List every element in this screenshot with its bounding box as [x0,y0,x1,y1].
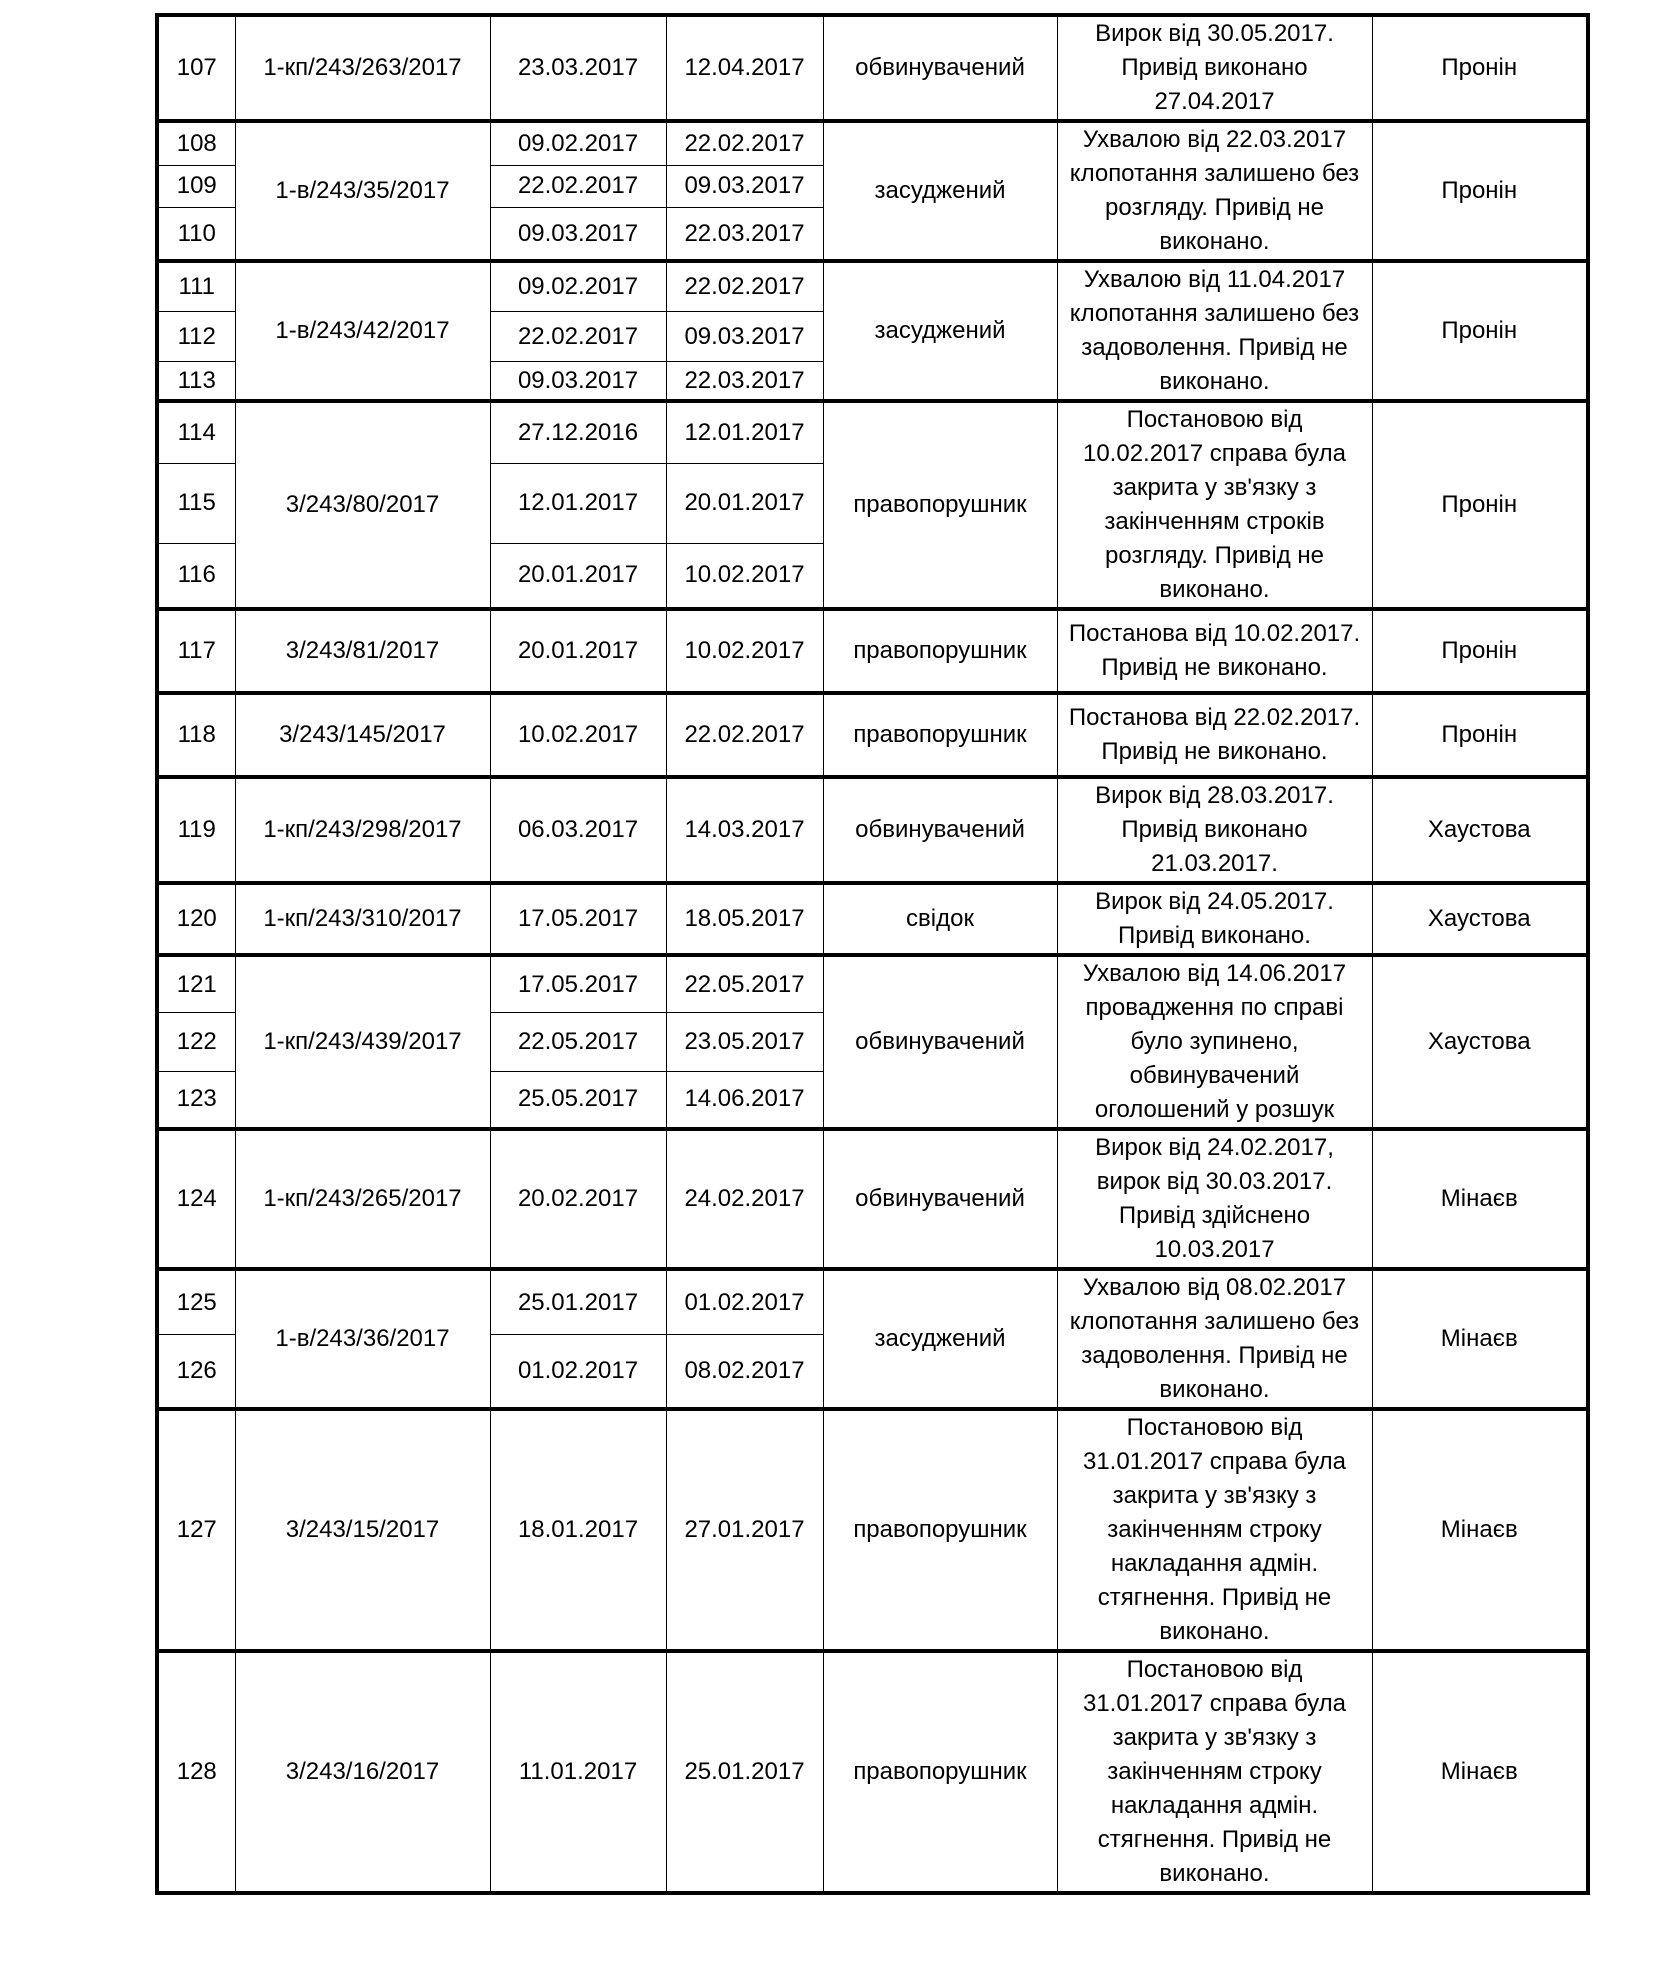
date-to-cell: 27.01.2017 [666,1409,823,1651]
judge-cell: Мінаєв [1372,1651,1588,1893]
case-number-cell: 3/243/81/2017 [235,609,490,693]
case-number-cell: 1-кп/243/263/2017 [235,15,490,121]
date-to-cell: 08.02.2017 [666,1335,823,1409]
table-row [157,1409,1588,1651]
procedural-status-cell: обвинувачений [823,777,1057,883]
date-to-cell: 14.03.2017 [666,777,823,883]
result-cell: Ухвалою від 22.03.2017 клопотання залишено без розгляду. Привід не виконано. [1057,121,1372,261]
judge-cell: Мінаєв [1372,1409,1588,1651]
table-row [157,693,1588,777]
procedural-status-cell: засуджений [823,1269,1057,1409]
row-number-cell: 112 [157,311,235,361]
date-from-cell: 25.05.2017 [490,1071,666,1129]
date-from-cell: 01.02.2017 [490,1335,666,1409]
case-number-cell: 1-в/243/35/2017 [235,121,490,261]
procedural-status-cell: обвинувачений [823,15,1057,121]
table-row [157,121,1588,165]
case-number-cell: 1-в/243/42/2017 [235,261,490,401]
result-cell: Постанова від 22.02.2017. Привід не виконано. [1057,693,1372,777]
judge-cell: Мінаєв [1372,1269,1588,1409]
date-from-cell: 17.05.2017 [490,955,666,1013]
row-number-cell: 108 [157,121,235,165]
date-to-cell: 12.01.2017 [666,401,823,463]
date-from-cell: 23.03.2017 [490,15,666,121]
date-from-cell: 09.03.2017 [490,208,666,261]
date-from-cell: 25.01.2017 [490,1269,666,1335]
date-to-cell: 09.03.2017 [666,165,823,207]
date-to-cell: 01.02.2017 [666,1269,823,1335]
row-number-cell: 125 [157,1269,235,1335]
date-from-cell: 10.02.2017 [490,693,666,777]
row-number-cell: 126 [157,1335,235,1409]
procedural-status-cell: правопорушник [823,401,1057,609]
date-from-cell: 27.12.2016 [490,401,666,463]
date-to-cell: 14.06.2017 [666,1071,823,1129]
procedural-status-cell: свідок [823,883,1057,955]
result-cell: Вирок від 30.05.2017. Привід виконано 27.04.2017 [1057,15,1372,121]
table-row [157,609,1588,693]
row-number-cell: 122 [157,1013,235,1072]
case-number-cell: 1-в/243/36/2017 [235,1269,490,1409]
row-number-cell: 109 [157,165,235,207]
row-number-cell: 119 [157,777,235,883]
procedural-status-cell: обвинувачений [823,1129,1057,1269]
row-number-cell: 113 [157,362,235,401]
procedural-status-cell: правопорушник [823,1651,1057,1893]
date-to-cell: 20.01.2017 [666,463,823,543]
row-number-cell: 116 [157,543,235,609]
table-row [157,777,1588,883]
row-number-cell: 117 [157,609,235,693]
result-cell: Постановою від 31.01.2017 справа була закрита у зв'язку з закінченням строку накладання адмін. стягнення. Привід не виконано. [1057,1651,1372,1893]
case-number-cell: 3/243/145/2017 [235,693,490,777]
date-from-cell: 20.01.2017 [490,609,666,693]
judge-cell: Мінаєв [1372,1129,1588,1269]
row-number-cell: 124 [157,1129,235,1269]
date-to-cell: 12.04.2017 [666,15,823,121]
procedural-status-cell: обвинувачений [823,955,1057,1129]
table-row [157,955,1588,1013]
date-to-cell: 22.03.2017 [666,208,823,261]
procedural-status-cell: правопорушник [823,693,1057,777]
date-to-cell: 10.02.2017 [666,609,823,693]
table-row [157,1129,1588,1269]
row-number-cell: 127 [157,1409,235,1651]
date-to-cell: 18.05.2017 [666,883,823,955]
procedural-status-cell: правопорушник [823,609,1057,693]
date-from-cell: 22.05.2017 [490,1013,666,1072]
table-row [157,15,1588,121]
judge-cell: Хаустова [1372,883,1588,955]
case-number-cell: 1-кп/243/439/2017 [235,955,490,1129]
date-to-cell: 09.03.2017 [666,311,823,361]
case-number-cell: 1-кп/243/265/2017 [235,1129,490,1269]
date-to-cell: 24.02.2017 [666,1129,823,1269]
date-to-cell: 22.05.2017 [666,955,823,1013]
table-row [157,261,1588,311]
row-number-cell: 114 [157,401,235,463]
date-to-cell: 22.02.2017 [666,693,823,777]
judge-cell: Пронін [1372,15,1588,121]
judge-cell: Хаустова [1372,955,1588,1129]
row-number-cell: 121 [157,955,235,1013]
result-cell: Постановою від 31.01.2017 справа була закрита у зв'язку з закінченням строку накладання адмін. стягнення. Привід не виконано. [1057,1409,1372,1651]
date-to-cell: 22.02.2017 [666,261,823,311]
date-to-cell: 23.05.2017 [666,1013,823,1072]
result-cell: Ухвалою від 14.06.2017 провадження по справі було зупинено, обвинувачений оголошений у розшук [1057,955,1372,1129]
row-number-cell: 128 [157,1651,235,1893]
date-to-cell: 25.01.2017 [666,1651,823,1893]
date-from-cell: 09.02.2017 [490,261,666,311]
court-register-table [155,13,1590,1895]
table-row [157,401,1588,463]
table-row [157,1651,1588,1893]
result-cell: Вирок від 24.02.2017, вирок від 30.03.2017. Привід здійснено 10.03.2017 [1057,1129,1372,1269]
date-to-cell: 10.02.2017 [666,543,823,609]
result-cell: Вирок від 28.03.2017. Привід виконано 21.03.2017. [1057,777,1372,883]
case-number-cell: 3/243/80/2017 [235,401,490,609]
case-number-cell: 1-кп/243/298/2017 [235,777,490,883]
case-number-cell: 1-кп/243/310/2017 [235,883,490,955]
procedural-status-cell: засуджений [823,121,1057,261]
date-to-cell: 22.02.2017 [666,121,823,165]
date-from-cell: 06.03.2017 [490,777,666,883]
result-cell: Вирок від 24.05.2017. Привід виконано. [1057,883,1372,955]
date-from-cell: 09.03.2017 [490,362,666,401]
date-from-cell: 09.02.2017 [490,121,666,165]
table-row [157,1269,1588,1335]
row-number-cell: 107 [157,15,235,121]
row-number-cell: 111 [157,261,235,311]
table-row [157,883,1588,955]
date-from-cell: 22.02.2017 [490,311,666,361]
date-from-cell: 20.01.2017 [490,543,666,609]
date-from-cell: 22.02.2017 [490,165,666,207]
judge-cell: Пронін [1372,401,1588,609]
date-from-cell: 18.01.2017 [490,1409,666,1651]
date-to-cell: 22.03.2017 [666,362,823,401]
row-number-cell: 115 [157,463,235,543]
case-number-cell: 3/243/16/2017 [235,1651,490,1893]
row-number-cell: 120 [157,883,235,955]
case-number-cell: 3/243/15/2017 [235,1409,490,1651]
procedural-status-cell: засуджений [823,261,1057,401]
judge-cell: Пронін [1372,121,1588,261]
table-body [157,15,1588,1893]
row-number-cell: 123 [157,1071,235,1129]
judge-cell: Пронін [1372,609,1588,693]
judge-cell: Пронін [1372,693,1588,777]
procedural-status-cell: правопорушник [823,1409,1057,1651]
date-from-cell: 11.01.2017 [490,1651,666,1893]
result-cell: Постанова від 10.02.2017. Привід не виконано. [1057,609,1372,693]
result-cell: Ухвалою від 11.04.2017 клопотання залишено без задоволення. Привід не виконано. [1057,261,1372,401]
row-number-cell: 118 [157,693,235,777]
date-from-cell: 20.02.2017 [490,1129,666,1269]
judge-cell: Пронін [1372,261,1588,401]
result-cell: Ухвалою від 08.02.2017 клопотання залишено без задоволення. Привід не виконано. [1057,1269,1372,1409]
result-cell: Постановою від 10.02.2017 справа була закрита у зв'язку з закінченням строків розгляду. Привід не виконано. [1057,401,1372,609]
row-number-cell: 110 [157,208,235,261]
date-from-cell: 17.05.2017 [490,883,666,955]
date-from-cell: 12.01.2017 [490,463,666,543]
judge-cell: Хаустова [1372,777,1588,883]
